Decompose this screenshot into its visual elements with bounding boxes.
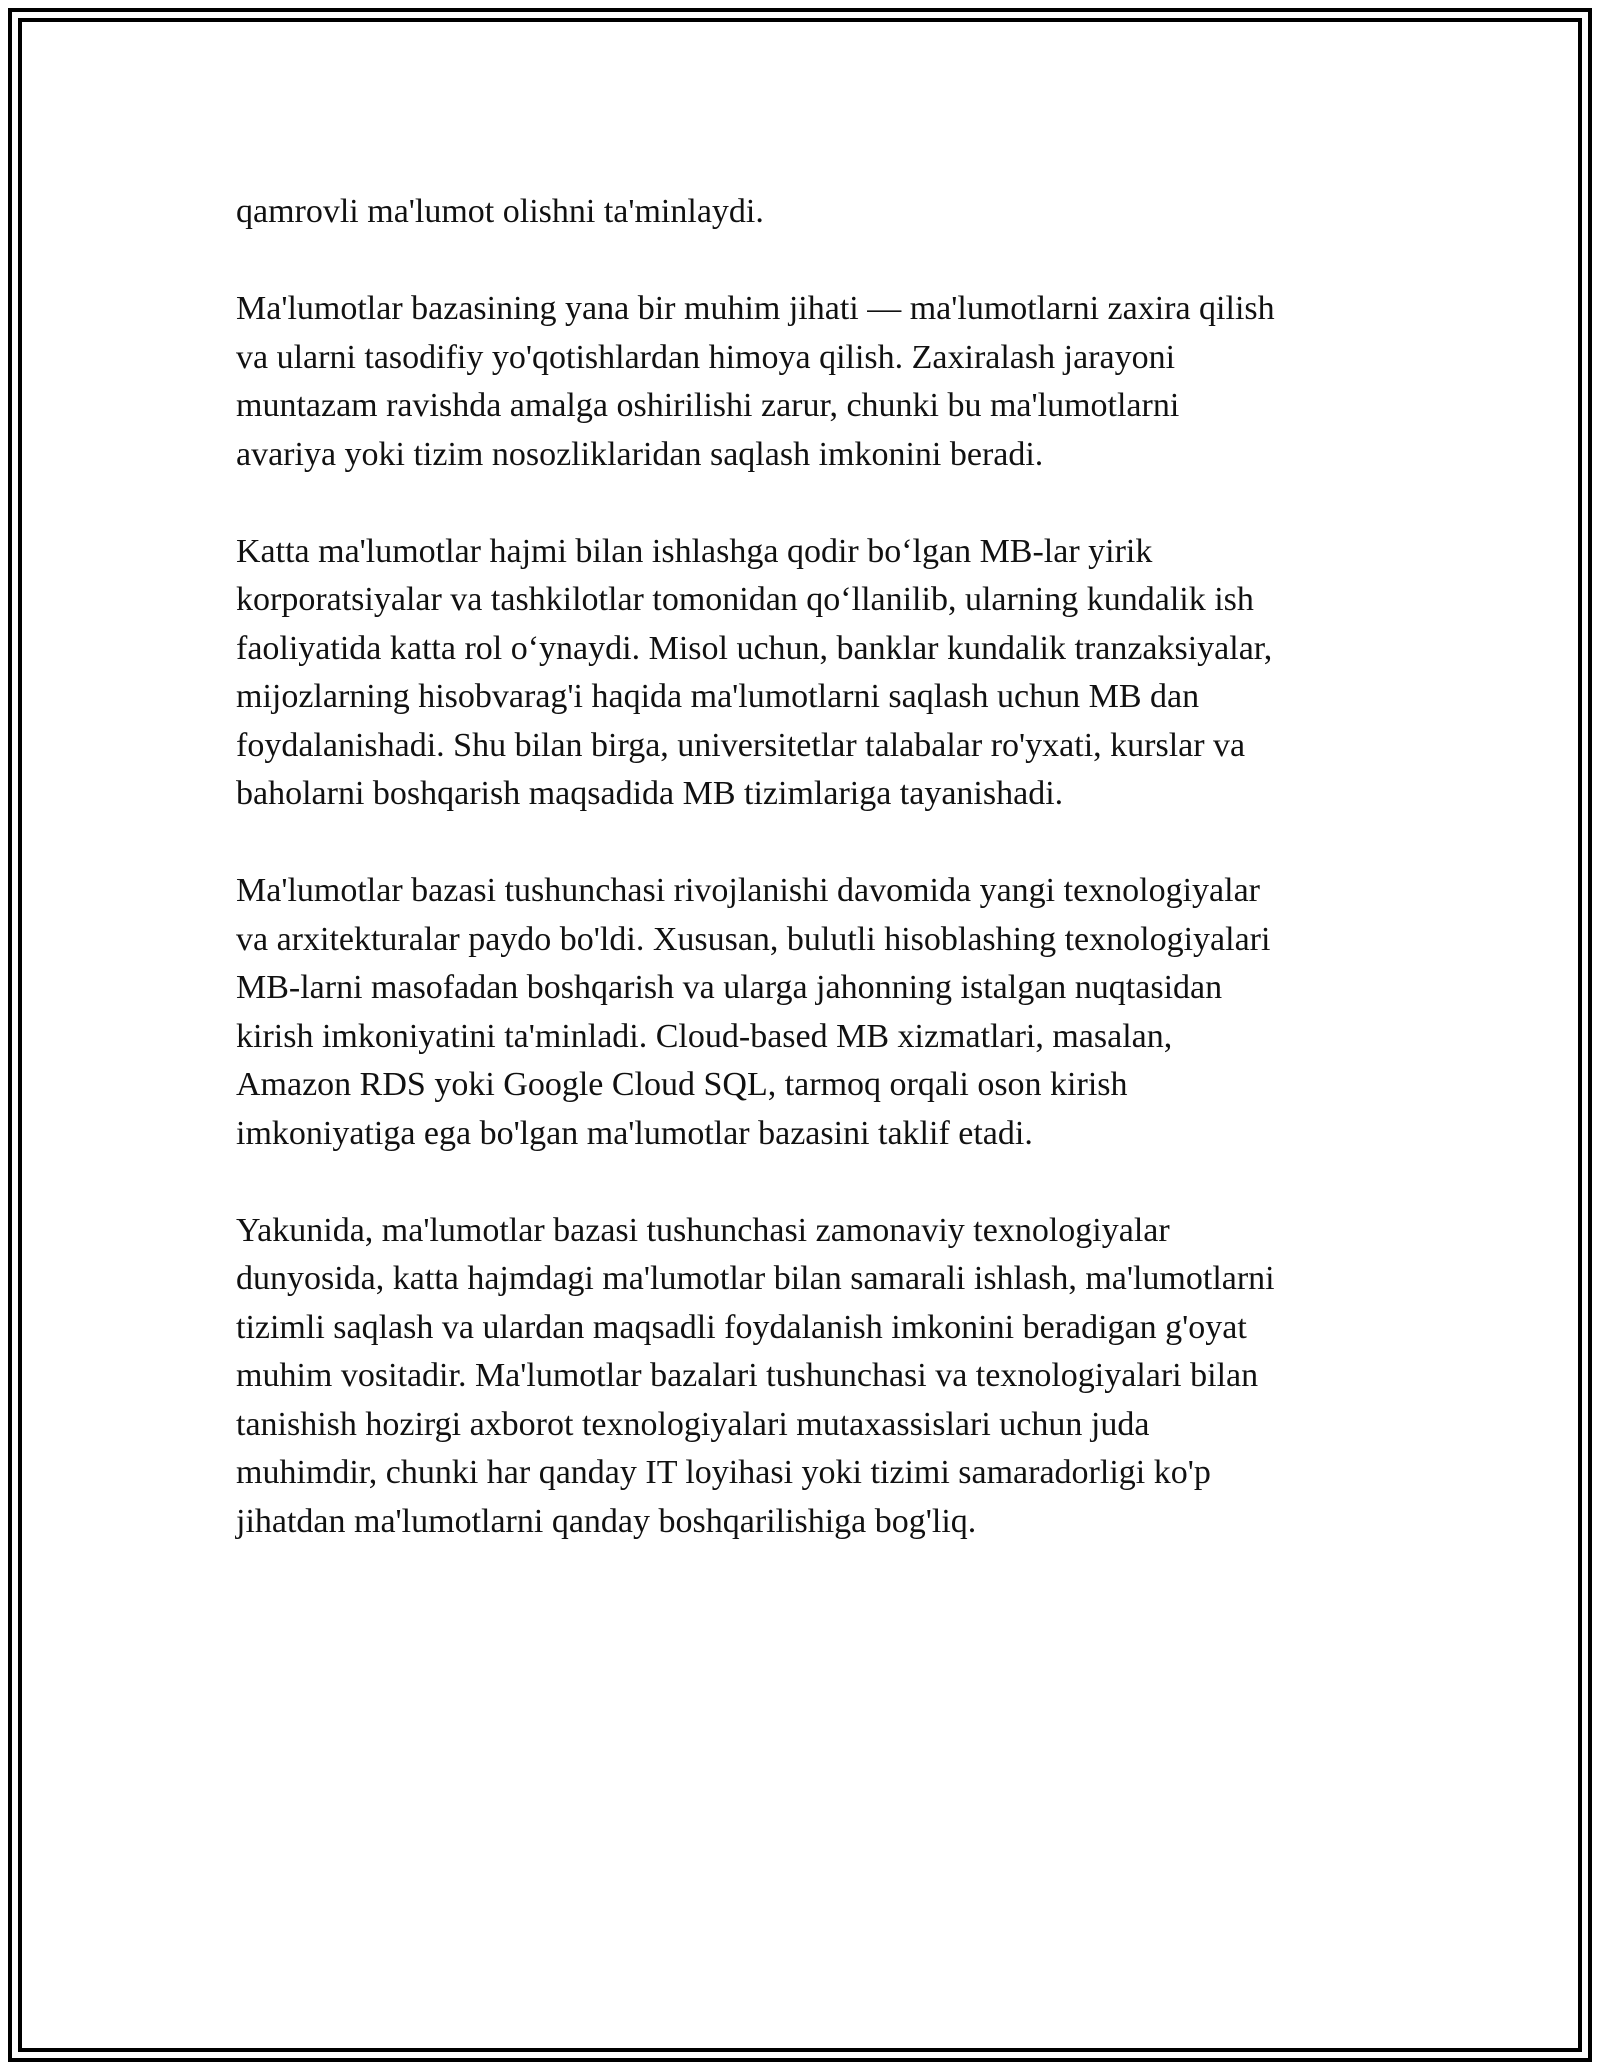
paragraph-2: Ma'lumotlar bazasining yana bir muhim jihati — ma'lumotlarni zaxira qilish va ularni tasodifiy yo'qotishlardan himoya qilish. Zaxiralash jarayoni muntazam ravishda amalga oshirilishi zarur, chunki bu ma'lumotlarni avariya yoki tizim nosozliklaridan saqlash imkonini beradi. — [236, 290, 1275, 473]
paragraph-1: qamrovli ma'lumot olishni ta'minlaydi. — [236, 193, 764, 230]
paragraph-5: Yakunida, ma'lumotlar bazasi tushunchasi zamonaviy texnologiyalar dunyosida, katta hajmdagi ma'lumotlar bilan samarali ishlash, ma'lumotlarni tizimli saqlash va ulardan maqsadli foydalanish imkonini beradigan g'oyat muhim vositadir. Ma'lumotlar bazalari tushunchasi va texnologiyalari bilan tanishish hozirgi axborot texnologiyalari mutaxassislari uchun juda muhimdir, chunki har qanday IT loyihasi yoki tizimi samaradorligi ko'p jihatdan ma'lumotlarni qanday boshqarilishiga bog'liq. — [236, 1211, 1275, 1540]
paragraph-3: Katta ma'lumotlar hajmi bilan ishlashga qodir bo‘lgan MB-lar yirik korporatsiyalar va tashkilotlar tomonidan qo‘llanilib, ularning kundalik ish faoliyatida katta rol o‘ynaydi. Misol uchun, banklar kundalik tranzaksiyalar, mijozlarning hisobvarag'i haqida ma'lumotlarni saqlash uchun MB dan foydalanishadi. Shu bilan birga, universitetlar talabalar ro'yxati, kurslar va baholarni boshqarish maqsadida MB tizimlariga tayanishadi. — [236, 532, 1273, 812]
document-body — [236, 188, 1366, 1595]
paragraph-4: Ma'lumotlar bazasi tushunchasi rivojlanishi davomida yangi texnologiyalar va arxitekturalar paydo bo'ldi. Xususan, bulutli hisoblashing texnologiyalari MB-larni masofadan boshqarish va ularga jahonning istalgan nuqtasidan kirish imkoniyatini ta'minladi. Cloud-based MB xizmatlari, masalan, Amazon RDS yoki Google Cloud SQL, tarmoq orqali oson kirish imkoniyatiga ega bo'lgan ma'lumotlar bazasini taklif etadi. — [236, 872, 1271, 1152]
